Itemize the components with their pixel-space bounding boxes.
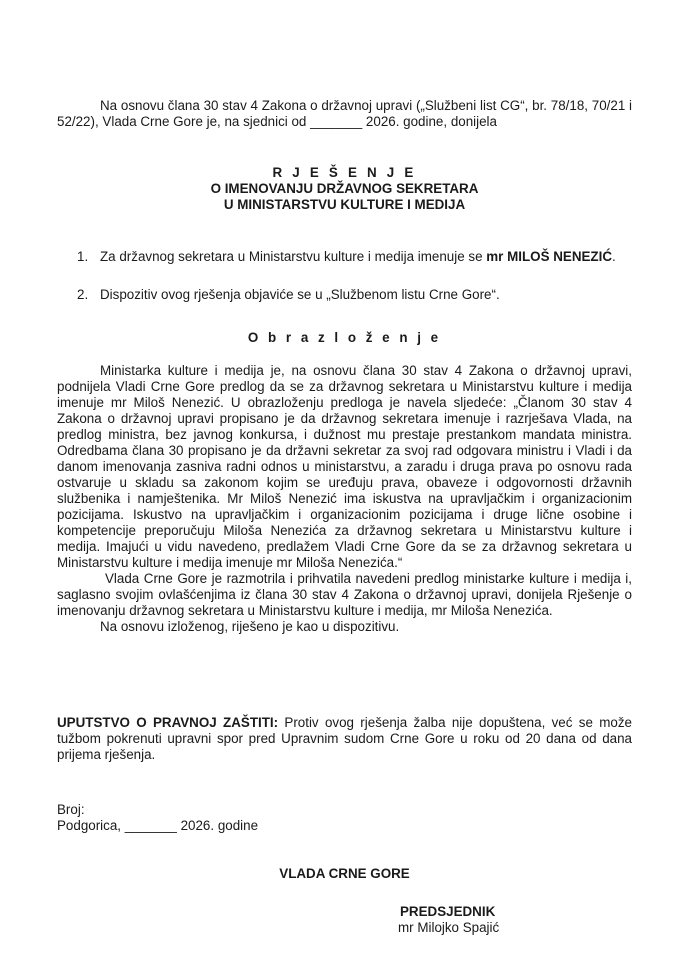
list-item [57, 249, 632, 265]
decision-title [57, 165, 632, 213]
place-date: Podgorica, _______ 2026. godine [57, 818, 259, 833]
list-item-number: 2. [77, 287, 89, 302]
list-item-text: Dispozitiv ovog rješenja objaviće se u „Službenom listu Crne Gore“. [100, 287, 500, 302]
document-meta [57, 802, 457, 834]
list-item [57, 287, 632, 303]
list-item-number: 1. [77, 249, 89, 264]
legal-notice-label: UPUTSTVO O PRAVNOJ ZAŠTITI: [57, 715, 279, 730]
appointee-name: mr MILOŠ NENEZIĆ [486, 249, 612, 264]
list-item-tail: . [612, 249, 616, 264]
decision-title-line2: O IMENOVANJU DRŽAVNOG SEKRETARA [210, 181, 479, 196]
decision-title-line3: U MINISTARSTVU KULTURE I MEDIJA [223, 197, 466, 212]
signatory-name: mr Milojko Spajić [398, 920, 500, 935]
government-name: VLADA CRNE GORE [279, 866, 410, 881]
explanation-heading: O b r a z l o ž e n j e [247, 330, 442, 345]
explanation-paragraph: Na osnovu izloženog, riješeno je kao u dispozitivu. [100, 619, 400, 634]
signature-block [398, 904, 598, 936]
legal-notice-text: Protiv ovog rješenja žalba nije dopuštena, već se može tužbom pokrenuti upravni spor pred Upravnim sudom Crne Gore u roku od 20 dana od dana prijema rješenja. [57, 715, 632, 762]
signatory-role: PREDSJEDNIK [400, 904, 496, 919]
legal-notice [57, 715, 632, 763]
list-item-text: Za državnog sekretara u Ministarstvu kulture i medija imenuje se [100, 249, 487, 264]
explanation-paragraph: Vlada Crne Gore je razmotrila i prihvatila navedeni predlog ministarke kulture i medija i, saglasno svojim ovlašćenjima iz člana 30 stav 4 Zakona o državnoj upravi, donijela Rješenje o imenovanju državnog sekretara u Ministarstvu kulture i medija, mr Miloša Nenezića. [57, 571, 632, 618]
explanation-paragraph: Ministarka kulture i medija je, na osnovu člana 30 stav 4 Zakona o državnoj upravi, podnijela Vladi Crne Gore predlog da se za državnog sekretara u Ministarstvu kulture i medija imenuje mr Miloš Nenezić. U obrazloženju predloga je navela sljedeće: „Članom 30 stav 4 Zakona o državnoj upravi propisano je da državnog sekretara imenuje i razrješava Vlada, na predlog ministra, bez javnog konkursa, i dužnost mu prestaje prestankom mandata ministra. Odredbama člana 30 propisano je da državni sekretar za svoj rad odgovara ministru i Vladi i da danom imenovanja zasniva radni odnos u ministarstvu, a zaradu i druga prava po osnovu rada ostvaruje u skladu sa zakonom kojim se uređuju prava, obaveze i odgovornosti državnih službenika i namještenika. Mr Miloš Nenezić ima iskustva na upravljačkim i organizacionim pozicijama. Iskustvo na upravljačkim i organizacionim pozicijama i druge lične osobine i kompetencije preporučuju Miloša Nenezića za državnog sekretara u Ministarstvu kulture i medija. Imajući u vidu navedeno, predlažem Vladi Crne Gore da se za državnog sekretara u Ministarstvu kulture i medija imenuje mr Miloša Nenezića.“ [57, 363, 632, 570]
number-label: Broj: [57, 802, 85, 817]
explanation-body [57, 363, 632, 635]
disposition-list [57, 249, 632, 325]
decision-title-main: R J E Š E N J E [272, 165, 417, 180]
preamble: Na osnovu člana 30 stav 4 Zakona o državnoj upravi („Službeni list CG“, br. 78/18, 70/21 i 52/22), Vlada Crne Gore je, na sjednici od _______ 2026. godine, donijela [57, 98, 632, 129]
